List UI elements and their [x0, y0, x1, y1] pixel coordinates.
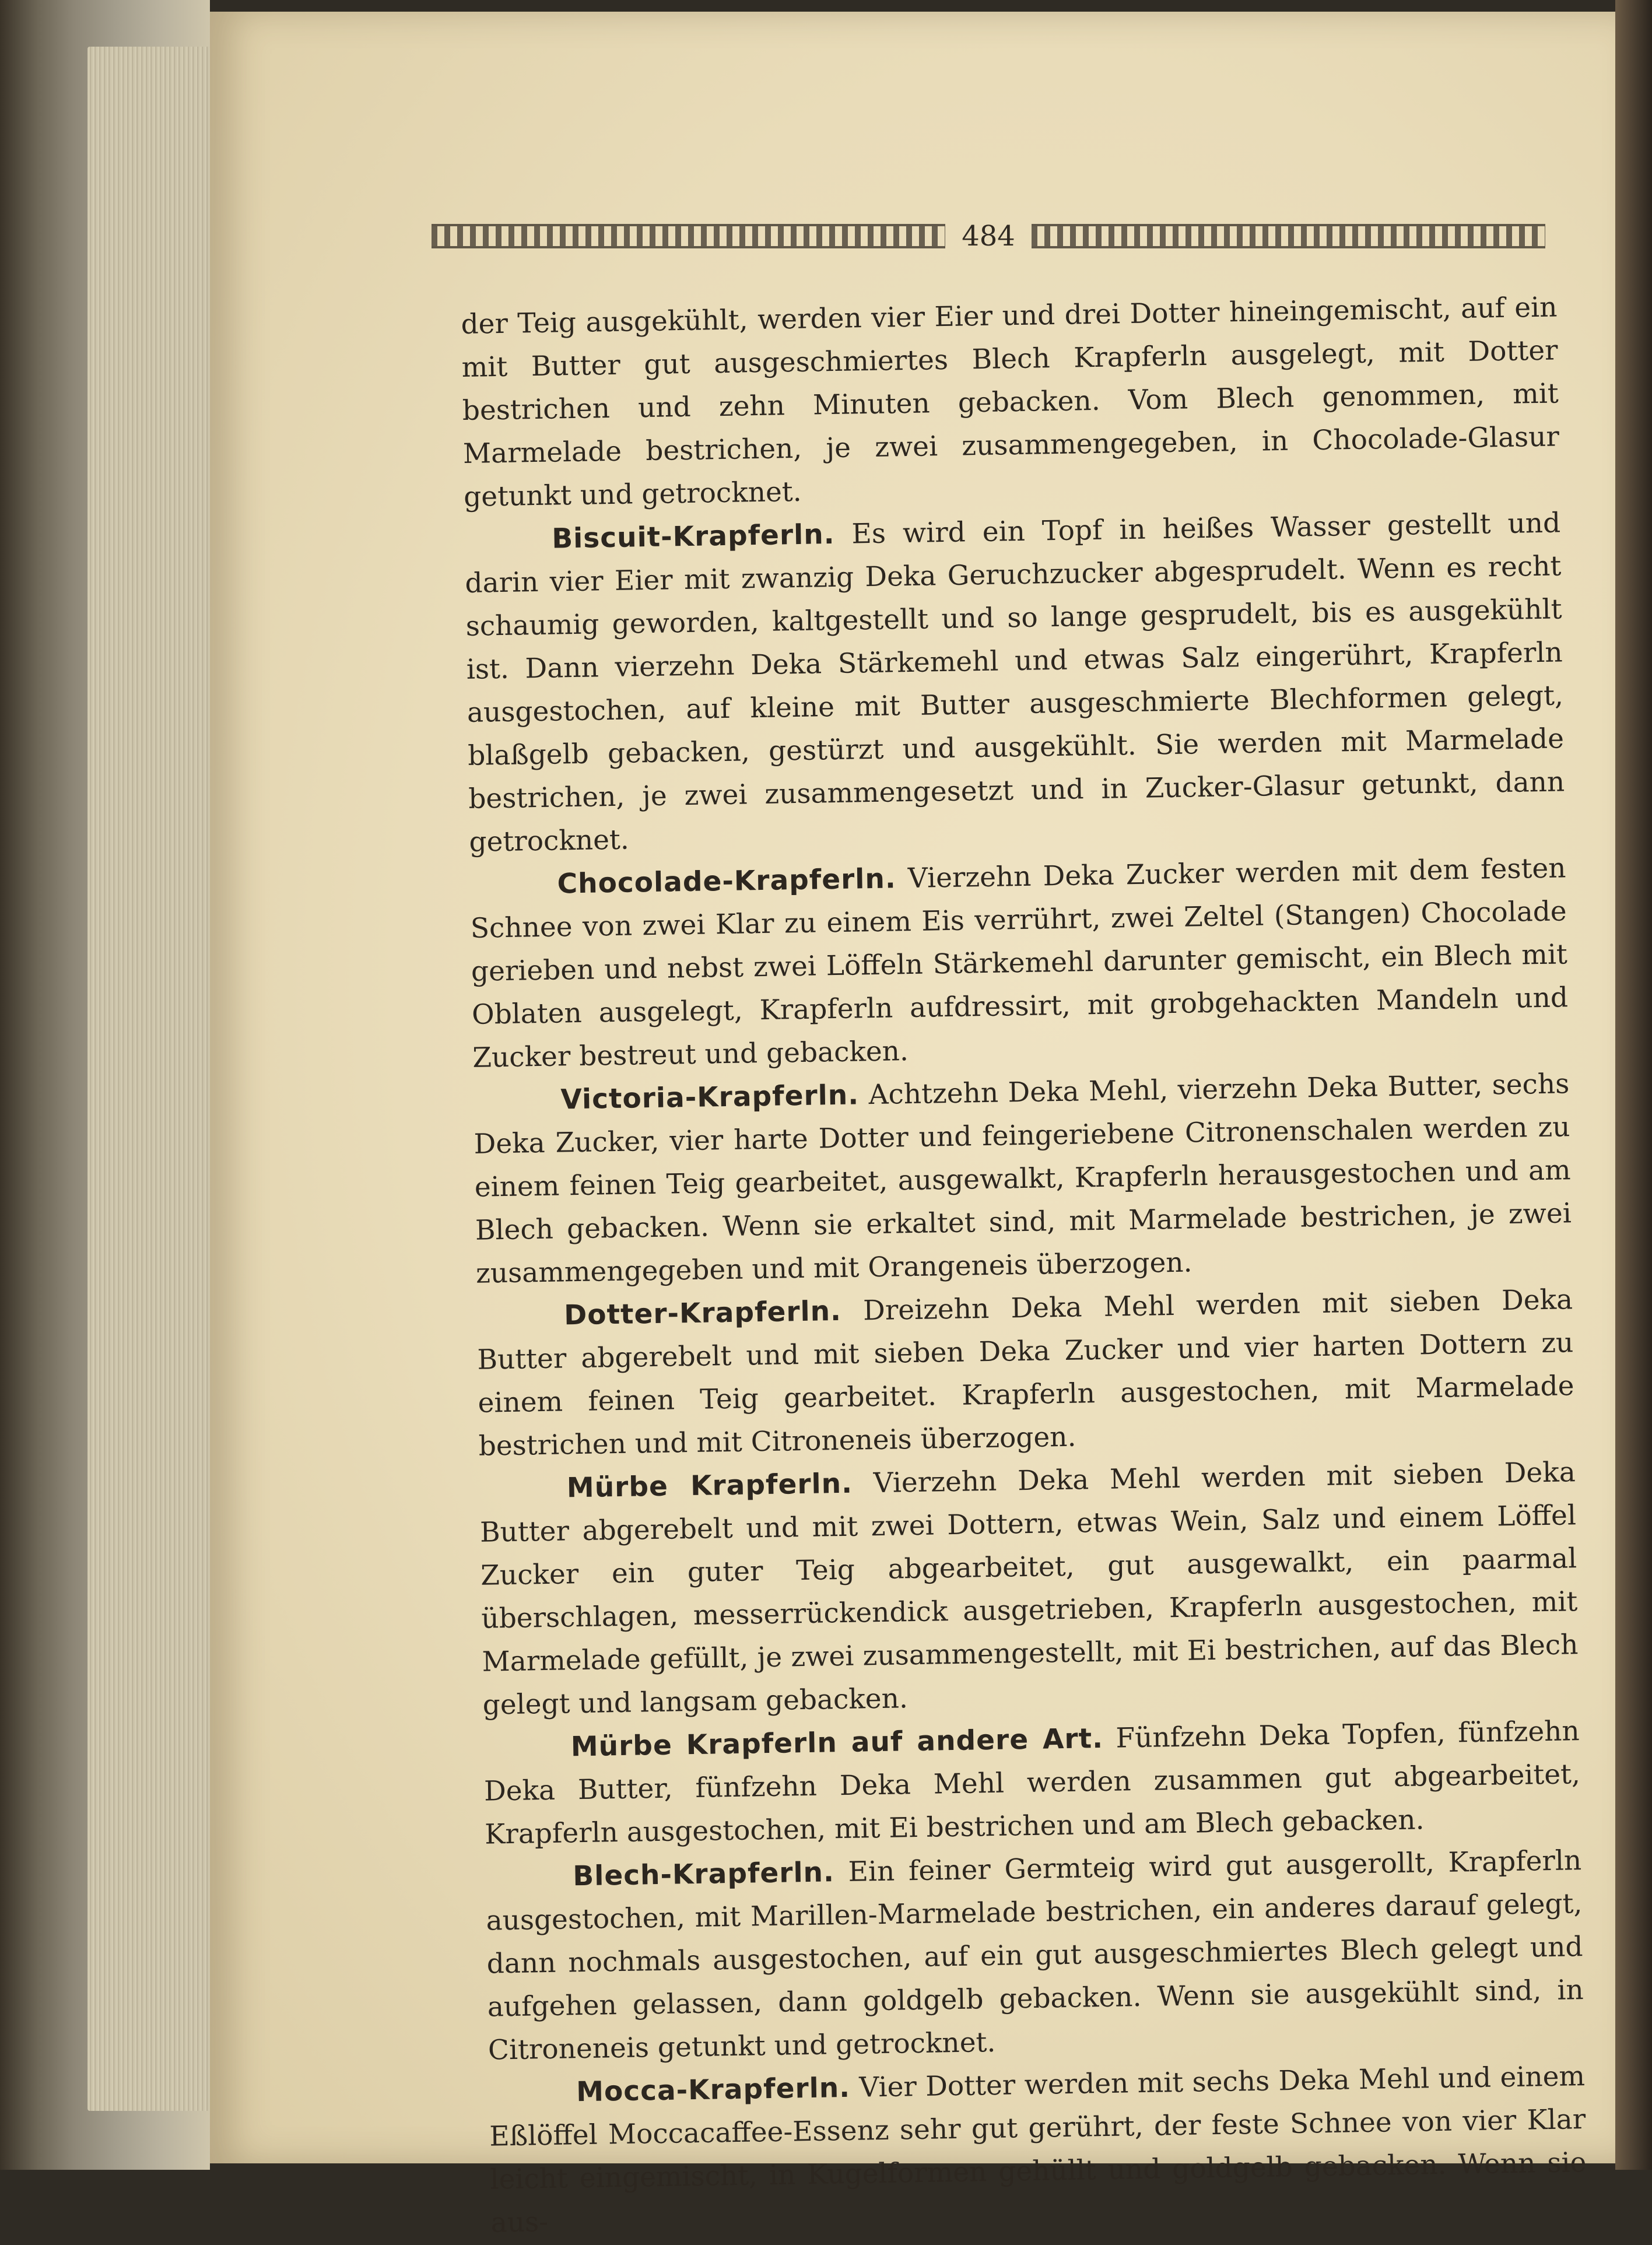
recipe-muerbe-krapferln-andere-art [483, 1710, 1581, 1857]
recipe-heading: Biscuit-Krapferln. [551, 518, 835, 555]
recipe-victoria-krapferln [473, 1062, 1573, 1295]
recipe-chocolade-krapferln [469, 847, 1569, 1079]
recipe-body: Es wird ein Topf in heißes Wasser gestellt und darin vier Eier mit zwanzig Deka Geruchzucker abgesprudelt. Wenn es recht schaumig geworden, kaltgestellt und so lange gesprudelt, bis es ausgekühlt ist. Dann vierzehn Deka Stärkemehl und etwas Salz eingerührt, Krapferln ausgestochen, auf kleine mit Butter ausgeschmierte Blechformen gelegt, blaßgelb gebacken, gestürzt und ausgekühlt. Sie werden mit Marmelade bestrichen, je zwei zusammengesetzt und in Zucker-Glasur getunkt, dann getrocknet. [465, 507, 1565, 858]
book-cover-edge [1615, 0, 1652, 2170]
recipe-heading: Mürbe Krapferln auf andere Art. [570, 1722, 1104, 1763]
recipe-dotter-krapferln [476, 1278, 1575, 1468]
left-ornament-border [432, 224, 945, 248]
book-page-edges [0, 0, 210, 2170]
right-ornament-border [1032, 224, 1545, 248]
recipe-heading: Mocca-Krapferln. [576, 2071, 851, 2109]
recipe-body: Vier Dotter werden mit sechs Deka Mehl und einem Eßlöffel Moccacaffee-Essenz sehr gut gerührt, der feste Schnee von vier Klar leicht eingemischt, in Kugelformen gehüllt und goldgelb gebacken. Wenn sie aus- [489, 2060, 1587, 2239]
recipe-heading: Blech-Krapferln. [572, 1856, 835, 1893]
recipe-body: Dreizehn Deka Mehl werden mit sieben Deka Butter abgerebelt und mit sieben Deka Zucker und vier harten Dottern zu einem feinen Teig gearbeitet. Krapferln ausgestochen, mit Marmelade bestrichen und mit Citroneneis überzogen. [477, 1283, 1574, 1462]
recipe-body: Ein feiner Germteig wird gut ausgerollt, Krapferln ausgestochen, mit Marillen-Marmelade bestrichen, ein anderes darauf gelegt, dann nochmals ausgestochen, auf ein gut ausgeschmiertes Blech gelegt und aufgehen gelassen, dann goldgelb gebacken. Wenn sie ausgekühlt sind, in Citroneneis getunkt und getrocknet. [486, 1844, 1584, 2067]
recipe-muerbe-krapferln [479, 1451, 1579, 1727]
page-header [432, 216, 1545, 257]
recipe-body: Achtzehn Deka Mehl, vierzehn Deka Butter, sechs Deka Zucker, vier harte Dotter und feingeriebene Citronenschalen werden zu einem feinen Teig gearbeitet, ausgewalkt, Krapferln herausgestochen und am Blech gebacken. Wenn sie erkaltet sind, mit Marmelade bestrichen, je zwei zusammengegeben und mit Orangeneis überzogen. [473, 1068, 1572, 1290]
recipe-body: Fünfzehn Deka Topfen, fünfzehn Deka Butter, fünfzehn Deka Mehl werden zusammen gut abgearbeitet, Krapferln ausgestochen, mit Ei bestrichen und am Blech gebacken. [483, 1715, 1581, 1851]
opening-paragraph: der Teig ausgekühlt, werden vier Eier und drei Dotter hineingemischt, auf ein mit Butter gut ausgeschmiertes Blech Krapferln ausgelegt, mit Dotter bestrichen und zehn Minuten gebacken. Vom Blech genommen, mit Marmelade bestrichen, je zwei zusammengegeben, in Chocolade-Glasur getunkt und getrocknet. [461, 291, 1560, 513]
recipe-heading: Dotter-Krapferln. [563, 1295, 842, 1332]
recipe-heading: Mürbe Krapferln. [566, 1467, 853, 1504]
recipe-body: Vierzehn Deka Mehl werden mit sieben Deka Butter abgerebelt und mit zwei Dottern, etwas Wein, Salz und einem Löffel Zucker ein guter Teig abgearbeitet, gut ausgewalkt, ein paarmal überschlagen, messerrückendick ausgetrieben, Krapferln ausgestochen, mit Marmelade gefüllt, je zwei zusammengestellt, mit Ei bestrichen, auf das Blech gelegt und langsam gebacken. [479, 1456, 1579, 1721]
recipe-blech-krapferln [485, 1839, 1585, 2072]
recipe-text [461, 286, 1587, 2244]
recipe-mocca-krapferln [489, 2055, 1587, 2244]
recipe-biscuit-krapferln [464, 501, 1566, 864]
recipe-body: Vierzehn Deka Zucker werden mit dem festen Schnee von zwei Klar zu einem Eis verrührt, zwei Zeltel (Stangen) Chocolade gerieben und nebst zwei Löffeln Stärkemehl darunter gemischt, ein Blech mit Oblaten ausgelegt, Krapferln aufdressirt, mit grobgehackten Mandeln und Zucker bestreut und gebacken. [470, 852, 1569, 1074]
recipe-heading: Victoria-Krapferln. [560, 1079, 860, 1116]
recipe-heading: Chocolade-Krapferln. [557, 862, 897, 900]
page-number: 484 [962, 220, 1015, 252]
stacked-page-edges [87, 47, 210, 2111]
